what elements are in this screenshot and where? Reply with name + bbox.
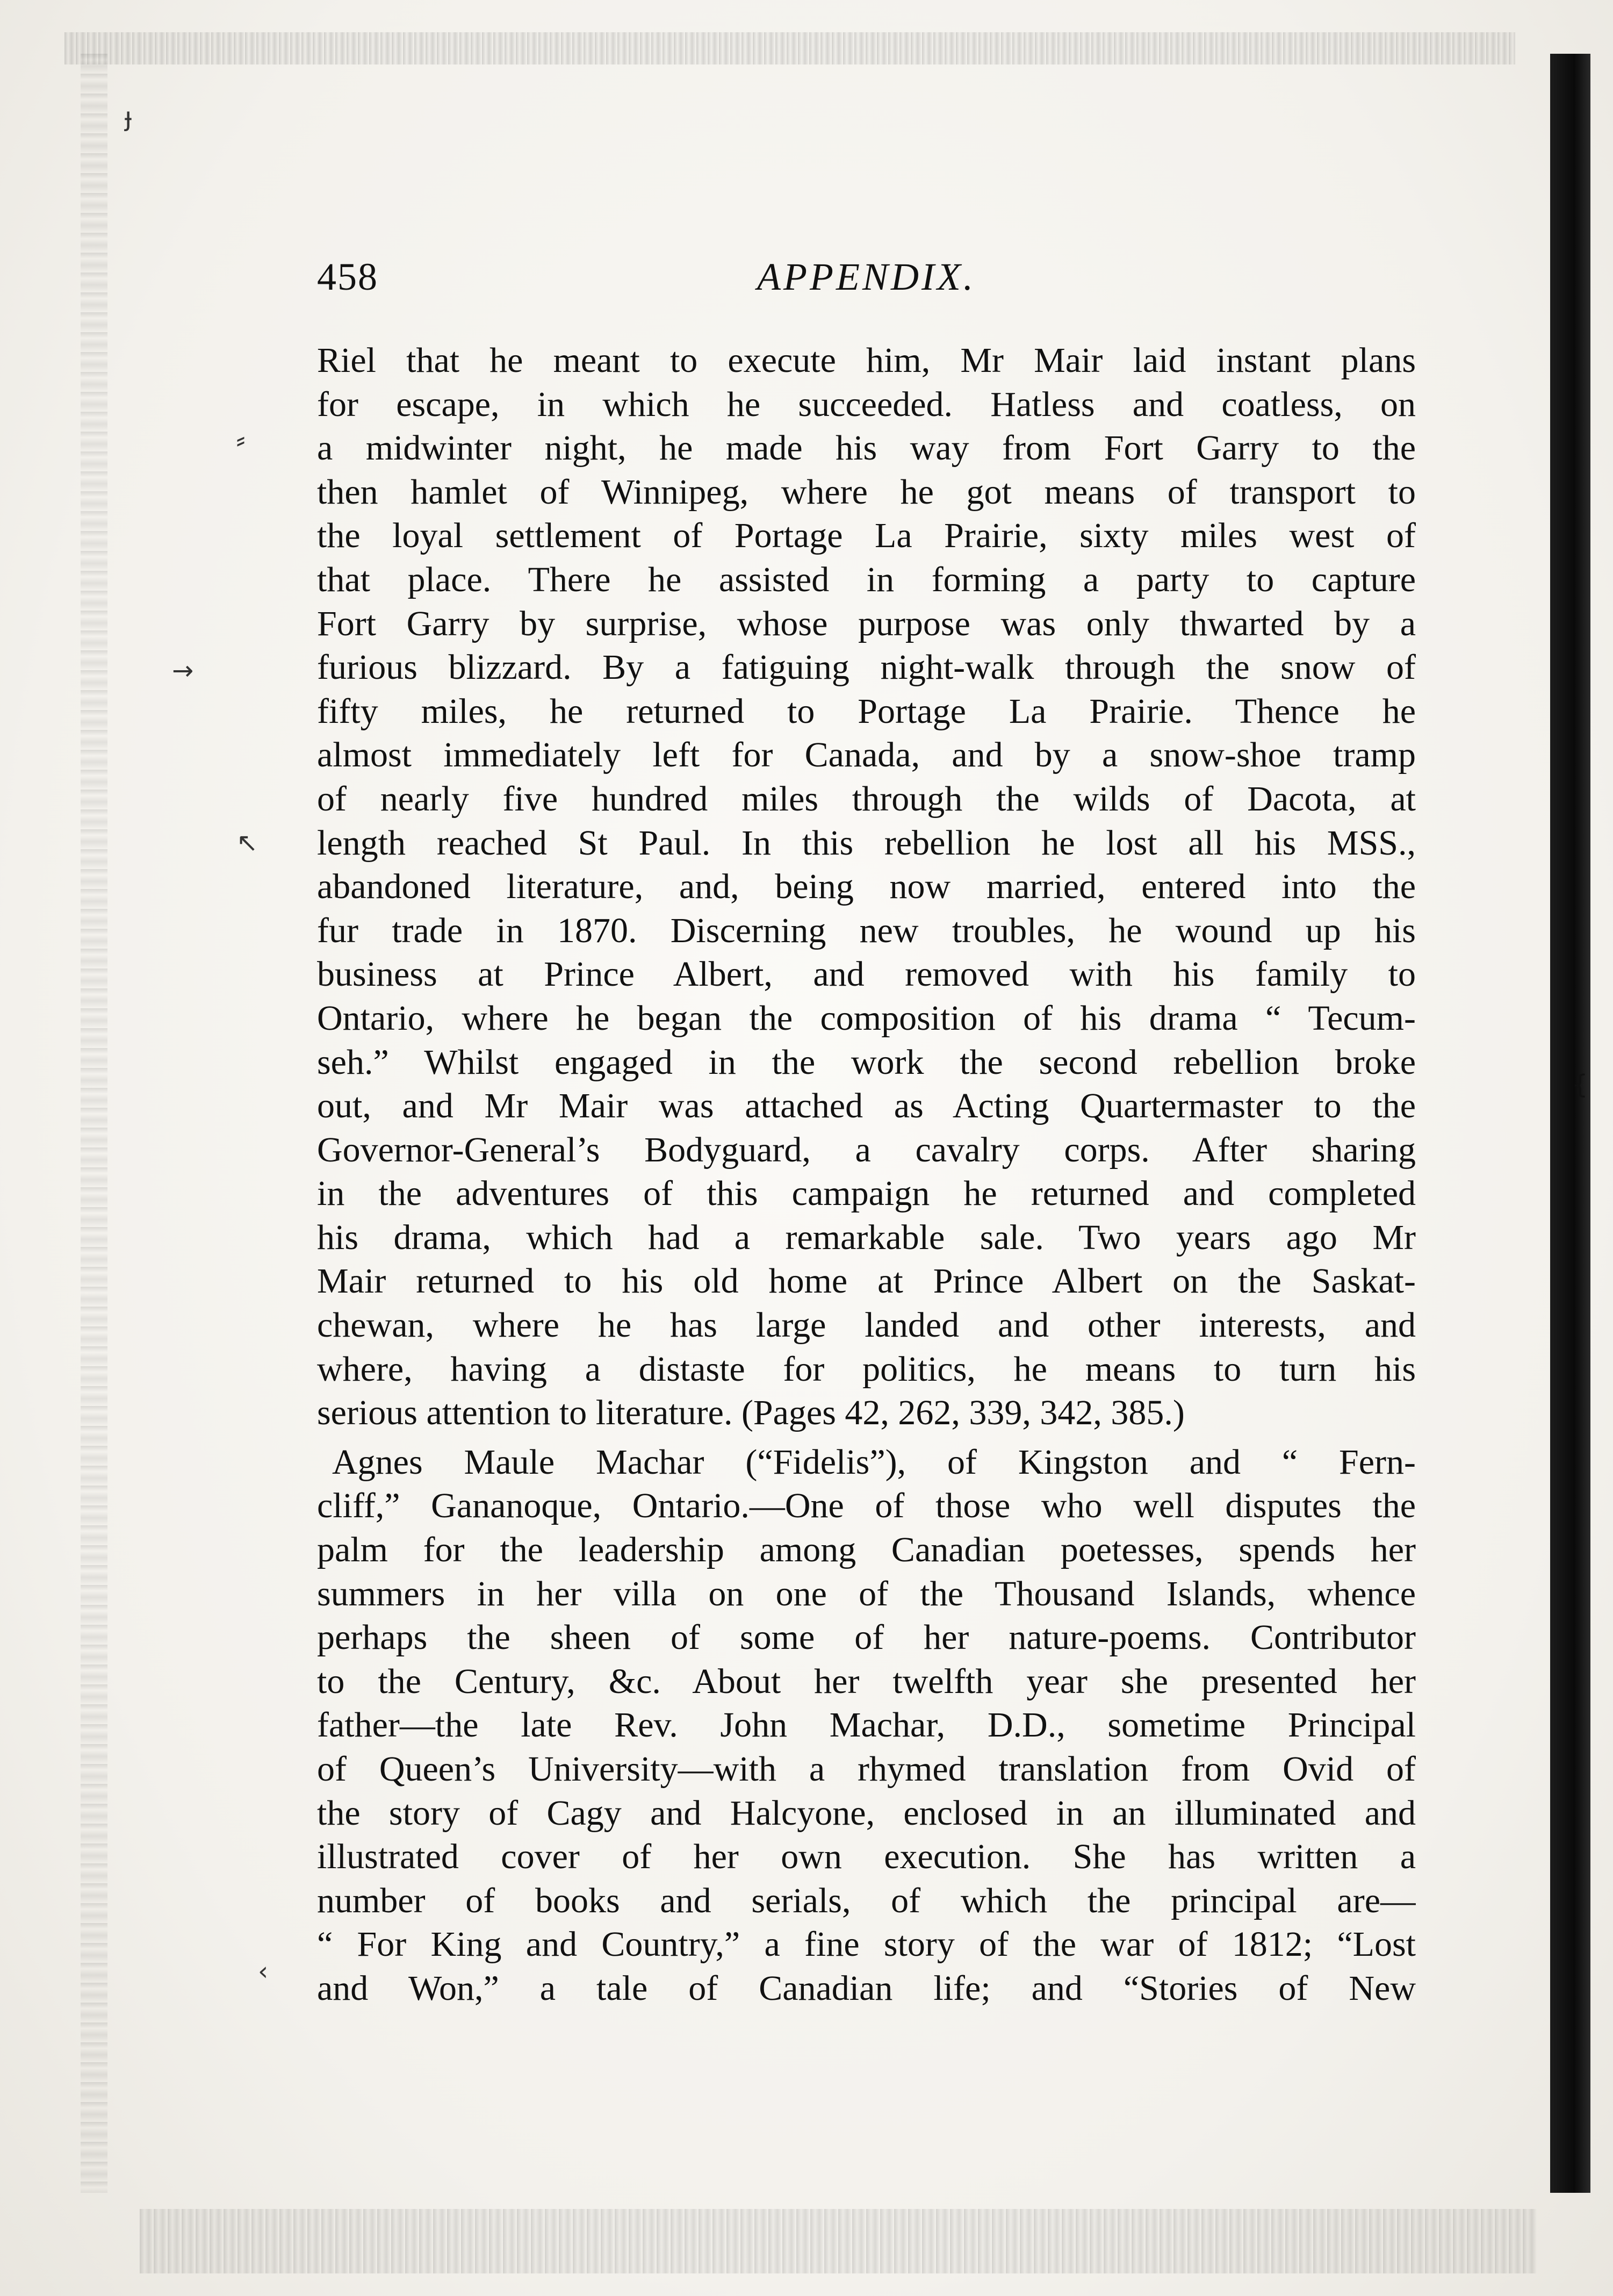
- text-line: Governor-General’s Bodyguard, a cavalry corps. After sharing: [317, 1130, 1416, 1169]
- page-top-edge-noise: [64, 32, 1515, 64]
- text-line: illustrated cover of her own execution. She has written a: [317, 1837, 1416, 1877]
- body-text: [317, 339, 1416, 2011]
- page-right-binding-shadow: [1550, 54, 1590, 2193]
- text-line: and Won,” a tale of Canadian life; and “Stories of New: [317, 1968, 1416, 2008]
- stray-mark: ɟ: [125, 102, 132, 132]
- stray-mark: →: [172, 656, 194, 686]
- running-head: APPENDIX.: [757, 255, 976, 298]
- page-header: [317, 247, 1416, 306]
- text-line: almost immediately left for Canada, and by a snow-shoe tramp: [317, 735, 1416, 775]
- text-line: fifty miles, he returned to Portage La Prairie. Thence he: [317, 691, 1416, 731]
- page-number: 458: [317, 255, 378, 298]
- stray-mark: ⸗: [236, 425, 245, 455]
- text-line: Agnes Maule Machar (“Fidelis”), of Kingston and “ Fern-: [332, 1442, 1416, 1482]
- text-line: length reached St Paul. In this rebellion he lost all his MSS.,: [317, 823, 1416, 863]
- page-left-edge-noise: [81, 54, 107, 2193]
- text-line: cliff,” Gananoque, Ontario.—One of those who well disputes the: [317, 1486, 1416, 1526]
- text-line: of Queen’s University—with a rhymed translation from Ovid of: [317, 1749, 1416, 1789]
- stray-mark: ↖: [236, 828, 258, 858]
- text-line: Fort Garry by surprise, whose purpose was only thwarted by a: [317, 604, 1416, 643]
- stray-mark: ‹: [258, 1956, 269, 1986]
- text-line: serious attention to literature. (Pages 42, 262, 339, 342, 385.): [317, 1393, 1185, 1433]
- text-line: perhaps the sheen of some of her nature-poems. Contributor: [317, 1618, 1416, 1658]
- page-bottom-edge-noise: [140, 2209, 1537, 2273]
- text-line: summers in her villa on one of the Thousand Islands, whence: [317, 1574, 1416, 1613]
- text-line: Ontario, where he began the composition of his drama “ Tecum-: [317, 998, 1416, 1038]
- text-line: his drama, which had a remarkable sale. Two years ago Mr: [317, 1217, 1416, 1257]
- text-line: where, having a distaste for politics, he means to turn his: [317, 1349, 1416, 1389]
- text-line: for escape, in which he succeeded. Hatless and coatless, on: [317, 384, 1416, 424]
- text-line: the loyal settlement of Portage La Prairie, sixty miles west of: [317, 516, 1416, 556]
- text-line: seh.” Whilst engaged in the work the second rebellion broke: [317, 1042, 1416, 1082]
- text-line: a midwinter night, he made his way from Fort Garry to the: [317, 428, 1416, 468]
- text-line: business at Prince Albert, and removed with his family to: [317, 955, 1416, 994]
- text-line: Mair returned to his old home at Prince Albert on the Saskat-: [317, 1261, 1416, 1301]
- text-line: the story of Cagy and Halcyone, enclosed in an illuminated and: [317, 1793, 1416, 1833]
- text-line: fur trade in 1870. Discerning new troubles, he wound up his: [317, 910, 1416, 950]
- text-line: out, and Mr Mair was attached as Acting Quartermaster to the: [317, 1086, 1416, 1126]
- text-line: that place. There he assisted in forming a party to capture: [317, 559, 1416, 599]
- text-line: “ For King and Country,” a fine story of the war of 1812; “Lost: [317, 1925, 1416, 1964]
- text-line: in the adventures of this campaign he returned and completed: [317, 1174, 1416, 1214]
- paragraph-gap: [317, 1435, 1416, 1440]
- stray-mark: {: [1572, 1070, 1588, 1100]
- text-line: chewan, where he has large landed and other interests, and: [317, 1305, 1416, 1345]
- text-line: furious blizzard. By a fatiguing night-walk through the snow of: [317, 648, 1416, 687]
- text-line: then hamlet of Winnipeg, where he got means of transport to: [317, 472, 1416, 512]
- text-line: to the Century, &c. About her twelfth year she presented her: [317, 1661, 1416, 1701]
- text-line: abandoned literature, and, being now married, entered into the: [317, 867, 1416, 907]
- text-line: of nearly five hundred miles through the wilds of Dacota, at: [317, 779, 1416, 819]
- text-line: father—the late Rev. John Machar, D.D., sometime Principal: [317, 1705, 1416, 1745]
- text-line: palm for the leadership among Canadian poetesses, spends her: [317, 1530, 1416, 1570]
- text-line: number of books and serials, of which the principal are—: [317, 1881, 1416, 1920]
- text-line: Riel that he meant to execute him, Mr Mair laid instant plans: [317, 341, 1416, 380]
